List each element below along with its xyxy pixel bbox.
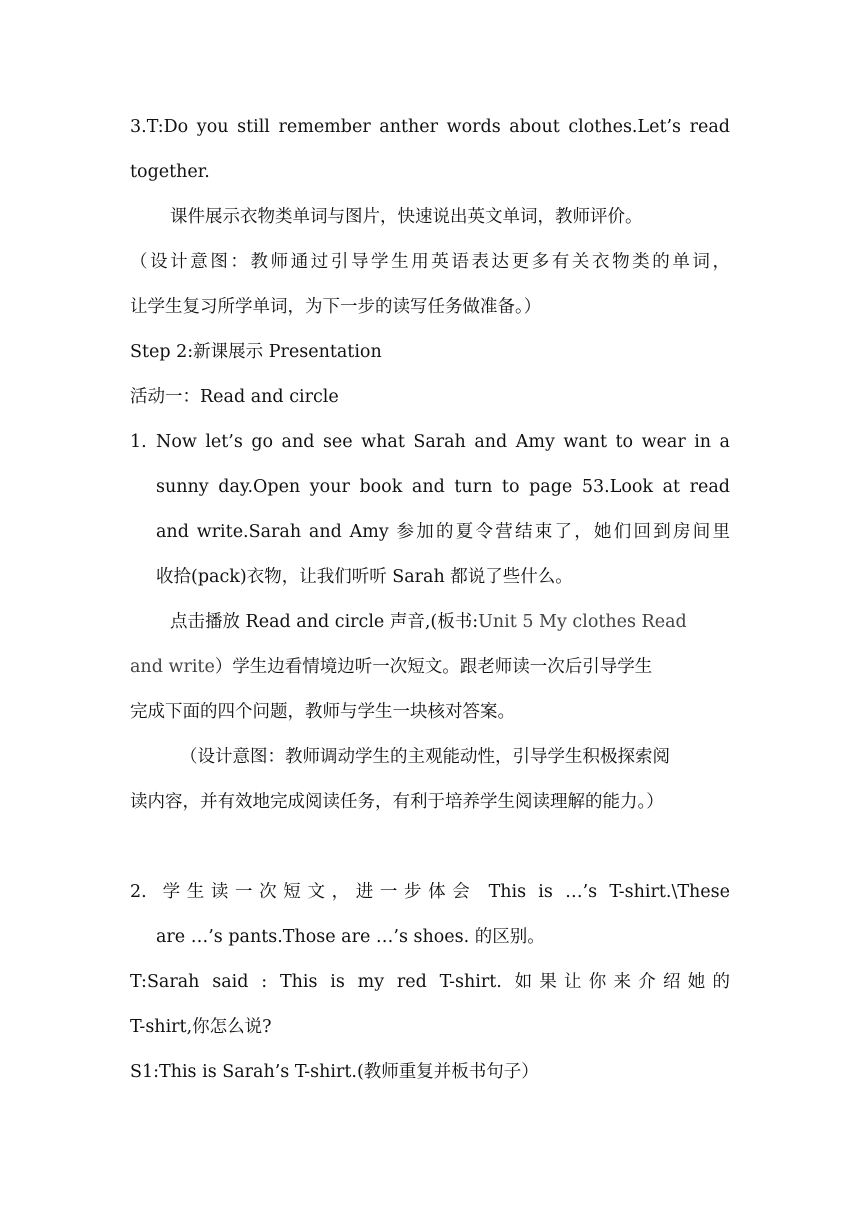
paragraph-step3-line2: together. [130,162,210,182]
list-item-1-line3: and write.Sarah and Amy 参加的夏令营结束了，她们回到房间里 [156,522,730,542]
list-item-2-text: 学生读一次短文，进一步体会 This is …’s T-shirt.\These [156,882,730,902]
list-item-2-line2: are …’s pants.Those are …’s shoes. 的区别。 [156,927,545,947]
document-page [130,105,730,1095]
blank-line [130,825,730,870]
paragraph-play-line2 [130,645,730,690]
design-intent-2-line1: （设计意图：教师调动学生的主观能动性，引导学生积极探索阅 [180,747,670,767]
board-writing-title: Unit 5 My clothes Read [478,612,687,632]
dialogue-student-line: S1:This is Sarah’s T-shirt.(教师重复并板书句子） [130,1062,539,1082]
design-intent-2-line2: 读内容，并有效地完成阅读任务，有利于培养学生阅读理解的能力。） [130,792,664,812]
list-number-2: 2. [130,882,147,902]
paragraph-play-line3: 完成下面的四个问题，教师与学生一块核对答案。 [130,702,515,722]
design-intent-1-line1: （设计意图：教师通过引导学生用英语表达更多有关衣物类的单词， [130,252,730,272]
list-item-1-line1 [130,420,730,465]
list-item-1-text: Now let’s go and see what Sarah and Amy want to wear in a [156,432,730,452]
dialogue-teacher-line1: T:Sarah said : This is my red T-shirt. 如果让你来介绍她的 [130,972,730,992]
play-text-continued: ）学生边看情境边听一次短文。跟老师读一次后引导学生 [214,657,653,677]
dialogue-teacher-line2: T-shirt,你怎么说? [130,1017,272,1037]
board-writing-subtitle: and write [130,657,215,677]
list-number-1: 1. [130,432,147,452]
step2-heading: Step 2:新课展示 Presentation [130,342,382,362]
activity1-heading: 活动一：Read and circle [130,387,339,407]
list-item-1-line4: 收拾(pack)衣物，让我们听听 Sarah 都说了些什么。 [156,567,573,587]
play-text: 点击播放 Read and circle 声音,(板书: [170,612,479,632]
paragraph-step3-line1: 3.T:Do you still remember anther words about clothes.Let’s read [130,117,730,137]
list-item-1-line2: sunny day.Open your book and turn to page 53.Look at read [156,477,730,497]
paragraph-play-line1 [130,600,730,645]
list-item-2-line1 [130,870,730,915]
design-intent-1-line2: 让学生复习所学单词，为下一步的读写任务做准备。） [130,297,542,317]
paragraph-courseware: 课件展示衣物类单词与图片，快速说出英文单词，教师评价。 [170,207,643,227]
